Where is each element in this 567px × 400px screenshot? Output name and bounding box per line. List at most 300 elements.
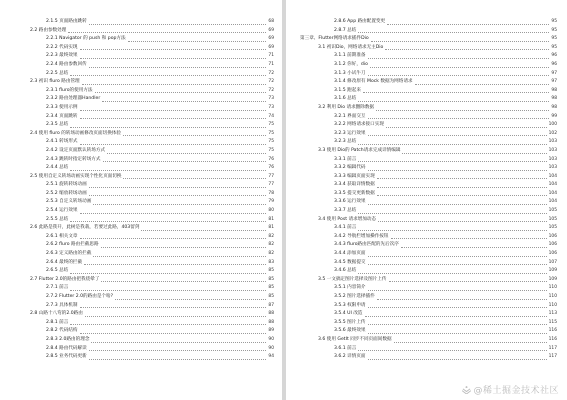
toc-entry-title: 3.3.5 提交更新数据 — [334, 190, 375, 196]
toc-leader-dots — [368, 135, 547, 136]
toc-entry-page: 73 — [268, 104, 274, 110]
toc-entry-title: 2.5 使用自定义转场动画实现个性化页面切换 — [30, 173, 122, 179]
toc-entry-page: 103 — [548, 165, 557, 171]
toc-leader-dots — [378, 221, 547, 222]
toc-leader-dots — [368, 58, 550, 59]
toc-entry[interactable] — [12, 138, 274, 147]
toc-entry-title: 3.4.2 导航栏增加操作按钮 — [334, 233, 389, 239]
toc-entry-title: 3.2.2 网络请求接口实现 — [334, 122, 384, 128]
toc-entry[interactable] — [300, 27, 557, 36]
toc-entry-title: 第三章、Flutter网络请求插件Dio — [300, 36, 369, 42]
toc-entry[interactable] — [12, 95, 274, 104]
toc-entry-title: 2.6.4 最终的拦截 — [46, 259, 83, 265]
toc-entry[interactable] — [12, 35, 274, 44]
toc-entry-page: 69 — [268, 44, 274, 50]
toc-leader-dots — [70, 324, 266, 325]
toc-entry[interactable] — [12, 327, 274, 336]
toc-leader-dots — [368, 359, 547, 360]
toc-entry-title: 3.1.5 跑起来 — [334, 87, 361, 93]
toc-leader-dots — [80, 144, 267, 145]
toc-entry[interactable] — [300, 336, 557, 345]
toc-entry-title: 2.1.5 页面路由跳转 — [46, 19, 87, 24]
toc-entry[interactable] — [12, 293, 274, 302]
toc-entry-page: 103 — [548, 147, 557, 153]
toc-entry-title: 2.3.4 页面跳转 — [46, 113, 78, 119]
toc-entry-page: 76 — [268, 156, 274, 162]
toc-entry-page: 95 — [551, 19, 557, 24]
toc-leader-dots — [368, 290, 547, 291]
toc-entry-page: 87 — [268, 302, 274, 308]
toc-entry[interactable] — [12, 156, 274, 165]
toc-leader-dots — [358, 32, 549, 33]
toc-entry-page: 117 — [548, 345, 557, 351]
toc-entry-page: 94 — [268, 354, 274, 360]
toc-entry-page: 89 — [268, 328, 274, 334]
toc-leader-dots — [389, 281, 547, 282]
toc-entry-title: 2.4.4 总结 — [46, 165, 69, 171]
toc-entry-title: 2.2.3 最终效果 — [46, 53, 78, 59]
toc-leader-dots — [91, 342, 266, 343]
toc-entry-page: 98 — [551, 87, 557, 93]
toc-leader-dots — [128, 41, 267, 42]
toc-entry-title: 2.5.1 旋转转场动画 — [46, 182, 87, 188]
toc-entry[interactable] — [12, 147, 274, 156]
toc-entry[interactable] — [12, 87, 274, 96]
toc-leader-dots — [377, 178, 547, 179]
toc-entry-title: 2.6.1 相关文章 — [46, 233, 78, 239]
toc-leader-dots — [70, 290, 266, 291]
toc-entry[interactable] — [300, 345, 557, 354]
toc-leader-dots — [377, 187, 547, 188]
toc-entry-page: 85 — [268, 276, 274, 282]
toc-entry-title: 3.2 利用 Dio 请求删除数据 — [318, 104, 375, 110]
toc-entry[interactable] — [300, 95, 557, 104]
toc-entry[interactable] — [300, 181, 557, 190]
toc-entry-title: 3.3.4 获取详情数据 — [334, 182, 375, 188]
toc-entry[interactable] — [12, 267, 274, 276]
toc-leader-dots — [376, 110, 549, 111]
toc-leader-dots — [70, 273, 266, 274]
toc-entry[interactable] — [300, 190, 557, 199]
toc-entry[interactable] — [12, 181, 274, 190]
toc-entry[interactable] — [300, 173, 557, 182]
toc-leader-dots — [387, 24, 549, 25]
toc-leader-dots — [370, 67, 549, 68]
toc-entry-title: 3.4 使用 Post 请求增加动态 — [318, 216, 377, 222]
toc-entry-page: 98 — [551, 96, 557, 102]
toc-entry-page: 88 — [268, 311, 274, 317]
toc-entry[interactable] — [12, 113, 274, 122]
toc-entry-page: 105 — [548, 225, 557, 231]
toc-entry-title: 3.5 一文搞定图片选择及图片上传 — [318, 276, 387, 282]
toc-entry-title: 2.8.7 总结 — [334, 27, 357, 33]
toc-leader-dots — [391, 238, 547, 239]
toc-entry-title: 3.5.3 权限申请 — [334, 302, 366, 308]
toc-entry[interactable] — [300, 241, 557, 250]
toc-entry-page: 97 — [551, 70, 557, 76]
toc-entry[interactable] — [12, 27, 274, 36]
toc-leader-dots — [70, 221, 266, 222]
toc-leader-dots — [107, 153, 266, 154]
toc-entry-title: 3.5.6 最终效果 — [334, 328, 366, 334]
toc-entry[interactable] — [300, 302, 557, 311]
toc-page-left — [0, 0, 282, 400]
toc-entry[interactable] — [12, 224, 274, 233]
toc-leader-dots — [95, 92, 267, 93]
toc-entry-title: 3.2.3 总结 — [334, 139, 357, 145]
toc-entry-page: 72 — [268, 79, 274, 85]
toc-leader-dots — [368, 333, 547, 334]
toc-entry[interactable] — [12, 190, 274, 199]
toc-entry[interactable] — [12, 216, 274, 225]
toc-leader-dots — [402, 153, 546, 154]
toc-leader-dots — [93, 204, 266, 205]
toc-entry-page: 110 — [548, 294, 557, 299]
toc-entry[interactable] — [300, 70, 557, 79]
toc-entry[interactable] — [300, 78, 557, 87]
toc-entry[interactable] — [12, 345, 274, 354]
toc-leader-dots — [103, 161, 267, 162]
toc-entry-title: 2.5.3 自定义转场动画 — [46, 199, 92, 205]
toc-entry-page: 113 — [548, 311, 557, 317]
toc-leader-dots — [68, 32, 266, 33]
toc-leader-dots — [141, 230, 266, 231]
toc-entry[interactable] — [12, 52, 274, 61]
toc-entry-page: 77 — [268, 173, 274, 179]
toc-entry[interactable] — [300, 267, 557, 276]
toc-entry[interactable] — [12, 259, 274, 268]
toc-leader-dots — [80, 49, 267, 50]
toc-entry-title: 3.4.4 添加页面 — [334, 251, 366, 257]
toc-leader-dots — [89, 187, 267, 188]
toc-entry-title: 2.4.3 跳转时指定转场方式 — [46, 156, 101, 162]
toc-entry-page: 110 — [548, 302, 557, 308]
toc-entry[interactable] — [12, 104, 274, 113]
toc-entry-title: 3.3.2 编辑代码 — [334, 165, 366, 171]
toc-entry-page: 68 — [268, 19, 274, 24]
toc-leader-dots — [80, 118, 267, 119]
toc-entry[interactable] — [300, 293, 557, 302]
toc-entry-title: 3.3.6 运行效果 — [334, 199, 366, 205]
toc-entry-title: 3.5.4 UI 改造 — [334, 311, 363, 317]
toc-entry[interactable] — [300, 113, 557, 122]
toc-entry-title: 2.2.1 Navigator 的 push 和 pop方法 — [46, 36, 126, 42]
toc-entry-page: 80 — [268, 208, 274, 214]
toc-entry-page: 76 — [268, 165, 274, 171]
toc-entry-page: 83 — [268, 259, 274, 265]
toc-entry-page: 106 — [548, 251, 557, 257]
toc-entry-title: 3.3 使用 Dio的 Patch请求完成详情编辑 — [318, 147, 401, 153]
toc-leader-dots — [358, 213, 546, 214]
toc-leader-dots — [368, 75, 550, 76]
toc-entry[interactable] — [12, 173, 274, 182]
toc-entry-page: 72 — [268, 87, 274, 93]
toc-leader-dots — [101, 247, 267, 248]
toc-leader-dots — [368, 204, 547, 205]
toc-entry[interactable] — [12, 336, 274, 345]
toc-entry[interactable] — [300, 353, 557, 362]
toc-leader-dots — [368, 324, 547, 325]
toc-entry-page: 85 — [268, 268, 274, 274]
toc-leader-dots — [377, 299, 547, 300]
toc-entry-title: 3.4.5 数据提交 — [334, 259, 366, 265]
toc-entry-page: 115 — [548, 319, 557, 325]
toc-leader-dots — [80, 238, 267, 239]
toc-entry[interactable] — [12, 310, 274, 319]
toc-entry[interactable] — [12, 121, 274, 130]
toc-entry-title: 3.3.7 总结 — [334, 208, 357, 214]
toc-leader-dots — [371, 41, 550, 42]
toc-leader-dots — [70, 170, 266, 171]
toc-entry-page: 71 — [268, 53, 274, 59]
toc-entry[interactable] — [12, 18, 274, 27]
toc-entry-title: 3.6 使用 GetIt 同步不同页面间数据 — [318, 336, 392, 342]
toc-leader-dots — [365, 316, 547, 317]
toc-leader-dots — [80, 110, 267, 111]
toc-entry-title: 2.8.3 2.0路由的理念 — [46, 336, 90, 342]
toc-leader-dots — [89, 359, 267, 360]
toc-entry[interactable] — [300, 87, 557, 96]
toc-leader-dots — [358, 350, 546, 351]
toc-entry-page: 104 — [548, 182, 557, 188]
toc-entry-page: 75 — [268, 139, 274, 145]
toc-entry[interactable] — [300, 104, 557, 113]
toc-entry-title: 3.5.5 图片上传 — [334, 319, 366, 325]
toc-entry-title: 2.2 路由参数处理 — [30, 27, 67, 33]
toc-leader-dots — [115, 299, 266, 300]
toc-entry[interactable] — [300, 138, 557, 147]
toc-leader-dots — [80, 333, 267, 334]
toc-leader-dots — [401, 247, 547, 248]
toc-entry[interactable] — [300, 44, 557, 53]
toc-entry-page: 97 — [551, 79, 557, 85]
toc-entry[interactable] — [12, 276, 274, 285]
toc-leader-dots — [85, 316, 267, 317]
toc-entry-title: 3.1.6 总结 — [334, 96, 357, 102]
toc-entry-title: 3.2.1 界面交互 — [334, 113, 366, 119]
toc-entry[interactable] — [300, 156, 557, 165]
toc-entry-title: 3.3.3 编辑页面实现 — [334, 173, 375, 179]
toc-entry-page: 79 — [268, 199, 274, 205]
toc-entry[interactable] — [12, 302, 274, 311]
toc-entry[interactable] — [12, 319, 274, 328]
toc-entry-title: 3.1.4 修改原有 Mock 数据为网络请求 — [334, 79, 413, 85]
toc-entry-title: 2.8.1 前言 — [46, 319, 69, 325]
toc-entry-page: 117 — [548, 354, 557, 360]
toc-entry-title: 2.7.3 具体机制 — [46, 302, 78, 308]
toc-leader-dots — [368, 264, 547, 265]
toc-entry[interactable] — [300, 224, 557, 233]
toc-entry[interactable] — [300, 233, 557, 242]
toc-entry-page: 116 — [548, 328, 557, 334]
toc-entry-page: 110 — [548, 285, 557, 291]
toc-entry[interactable] — [300, 52, 557, 61]
toc-leader-dots — [377, 195, 547, 196]
toc-entry-page: 73 — [268, 96, 274, 102]
toc-entry-page: 75 — [268, 147, 274, 153]
toc-entry[interactable] — [12, 241, 274, 250]
toc-entry-title: 3.4.1 前言 — [334, 225, 357, 231]
toc-entry-page: 69 — [268, 27, 274, 33]
toc-entry-title: 3.1.3 小试牛刀 — [334, 70, 366, 76]
toc-entry[interactable] — [300, 276, 557, 285]
toc-entry[interactable] — [12, 233, 274, 242]
toc-entry-title: 2.8.4 路由代码解读 — [46, 345, 87, 351]
toc-entry-page: 77 — [268, 182, 274, 188]
toc-entry[interactable] — [300, 327, 557, 336]
toc-entry-title: 2.8.2 代码结构 — [46, 328, 78, 334]
toc-leader-dots — [123, 135, 266, 136]
toc-entry[interactable] — [300, 259, 557, 268]
toc-entry-page: 98 — [551, 104, 557, 110]
toc-entry[interactable] — [12, 70, 274, 79]
toc-entry-page: 104 — [548, 190, 557, 196]
toc-leader-dots — [80, 213, 267, 214]
toc-page-right — [286, 0, 567, 400]
toc-leader-dots — [80, 58, 267, 59]
toc-entry-title: 3.1.2 你好，dio — [334, 61, 368, 67]
toc-leader-dots — [386, 127, 547, 128]
toc-entry-page: 75 — [268, 122, 274, 128]
toc-entry-title: 2.3.5 总结 — [46, 122, 69, 128]
toc-entry-title: 2.7.1 前言 — [46, 285, 69, 291]
toc-entry[interactable] — [300, 284, 557, 293]
toc-entry-title: 2.4.2 设定页面默认转场方式 — [46, 147, 106, 153]
toc-entry-title: 2.2.2 代码实现 — [46, 44, 78, 50]
toc-leader-dots — [93, 256, 266, 257]
toc-entry[interactable] — [300, 147, 557, 156]
toc-entry-title: 2.3.2 路由处理器Handler — [46, 96, 101, 102]
toc-entry-page: 96 — [551, 53, 557, 59]
watermark — [462, 383, 559, 396]
toc-entry[interactable] — [12, 61, 274, 70]
toc-leader-dots — [358, 273, 546, 274]
toc-entry[interactable] — [300, 207, 557, 216]
toc-entry-page: 100 — [548, 122, 557, 128]
toc-entry-page: 82 — [268, 251, 274, 257]
toc-entry-title: 2.4.1 转场形式 — [46, 139, 78, 145]
toc-entry[interactable] — [300, 216, 557, 225]
toc-entry-page: 95 — [551, 27, 557, 33]
toc-leader-dots — [358, 101, 549, 102]
toc-entry-page: 106 — [548, 233, 557, 239]
toc-entry[interactable] — [300, 198, 557, 207]
toc-leader-dots — [385, 49, 549, 50]
toc-entry-page: 116 — [548, 336, 557, 342]
toc-leader-dots — [89, 24, 267, 25]
toc-leader-dots — [358, 230, 546, 231]
toc-entry[interactable] — [12, 284, 274, 293]
toc-entry-page: 81 — [268, 216, 274, 222]
toc-entry-page: 104 — [548, 173, 557, 179]
toc-leader-dots — [368, 170, 547, 171]
toc-leader-dots — [368, 118, 550, 119]
toc-entry-title: 3.3.1 前言 — [334, 156, 357, 162]
toc-entry-page: 71 — [268, 61, 274, 67]
toc-entry-page: 103 — [548, 156, 557, 162]
watermark-text: @稀土掘金技术社区 — [473, 386, 559, 396]
toc-entry-title: 2.8 山路十八弯的2.0路由 — [30, 311, 83, 317]
toc-entry[interactable] — [12, 44, 274, 53]
toc-entry-page: 72 — [268, 70, 274, 76]
toc-leader-dots — [89, 195, 267, 196]
toc-entry-page: 90 — [268, 345, 274, 351]
toc-entry-title: 2.5.5 总结 — [46, 216, 69, 222]
toc-entry[interactable] — [300, 164, 557, 173]
toc-entry[interactable] — [300, 130, 557, 139]
toc-entry-page: 82 — [268, 242, 274, 248]
toc-entry-title: 2.6 此路是我开，此树是我栽，若要过此路，403留剑 — [30, 225, 140, 231]
toc-entry[interactable] — [300, 18, 557, 27]
toc-entry[interactable] — [12, 198, 274, 207]
toc-entry-title: 3.1.1 前期准备 — [334, 53, 366, 59]
toc-entry-title: 2.7 Flutter 2.0的路由把我绕晕了 — [30, 276, 100, 282]
toc-entry-page: 78 — [268, 190, 274, 196]
toc-entry-title: 2.5.4 运行效果 — [46, 208, 78, 214]
toc-entry-page: 102 — [548, 130, 557, 136]
toc-entry-page: 95 — [551, 36, 557, 42]
toc-entry[interactable] — [300, 35, 557, 44]
toc-leader-dots — [358, 144, 546, 145]
toc-entry-title: 2.7.2 Flutter 2.0的路由是个啥? — [46, 294, 114, 299]
toc-entry-title: 2.3 初识 fluro 路由管理 — [30, 79, 80, 85]
toc-entry-title: 2.3.1 fluro的使用方法 — [46, 87, 93, 93]
toc-entry-title: 2.8.6 App 路由配置变更 — [334, 19, 386, 24]
toc-entry-page: 74 — [268, 113, 274, 119]
toc-leader-dots — [363, 92, 549, 93]
toc-leader-dots — [368, 307, 547, 308]
toc-entry-page: 85 — [268, 294, 274, 299]
toc-leader-dots — [101, 281, 266, 282]
juejin-logo-icon — [462, 386, 471, 394]
toc-leader-dots — [123, 178, 266, 179]
toc-entry-title: 2.2.4 路由参数回传 — [46, 61, 87, 67]
toc-leader-dots — [89, 67, 267, 68]
toc-entry[interactable] — [12, 130, 274, 139]
toc-entry-page: 105 — [548, 216, 557, 222]
toc-leader-dots — [82, 84, 267, 85]
toc-entry-page: 88 — [268, 319, 274, 325]
toc-entry-page: 95 — [551, 44, 557, 50]
toc-entry-title: 3.6.2 详情页面 — [334, 354, 366, 360]
toc-entry-title: 3.6.1 前言 — [334, 345, 357, 351]
toc-leader-dots — [368, 256, 547, 257]
toc-entry[interactable] — [300, 250, 557, 259]
toc-entry-page: 109 — [548, 268, 557, 274]
toc-leader-dots — [84, 264, 266, 265]
toc-entry-title: 2.4 使用 fluro 的转场动画修改页面切换体验 — [30, 130, 121, 136]
toc-entry[interactable] — [300, 61, 557, 70]
toc-entry-title: 3.5.1 内容简介 — [334, 285, 366, 291]
toc-entry[interactable] — [12, 353, 274, 362]
toc-leader-dots — [80, 307, 267, 308]
toc-entry[interactable] — [12, 207, 274, 216]
toc-leader-dots — [358, 161, 546, 162]
toc-leader-dots — [70, 127, 266, 128]
toc-entry-page: 96 — [551, 61, 557, 67]
toc-entry[interactable] — [12, 164, 274, 173]
toc-entry-page: 103 — [548, 139, 557, 145]
toc-entry-title: 3.1 初识Dio，网络请求无主Dio — [318, 44, 384, 50]
toc-entry[interactable] — [300, 310, 557, 319]
toc-entry-title: 2.6.3 定义路由的拦截 — [46, 251, 92, 257]
toc-entry-page: 69 — [268, 36, 274, 42]
toc-entry[interactable] — [300, 121, 557, 130]
toc-entry-page: 82 — [268, 233, 274, 239]
toc-entry[interactable] — [300, 319, 557, 328]
toc-entry[interactable] — [12, 78, 274, 87]
toc-entry[interactable] — [12, 250, 274, 259]
